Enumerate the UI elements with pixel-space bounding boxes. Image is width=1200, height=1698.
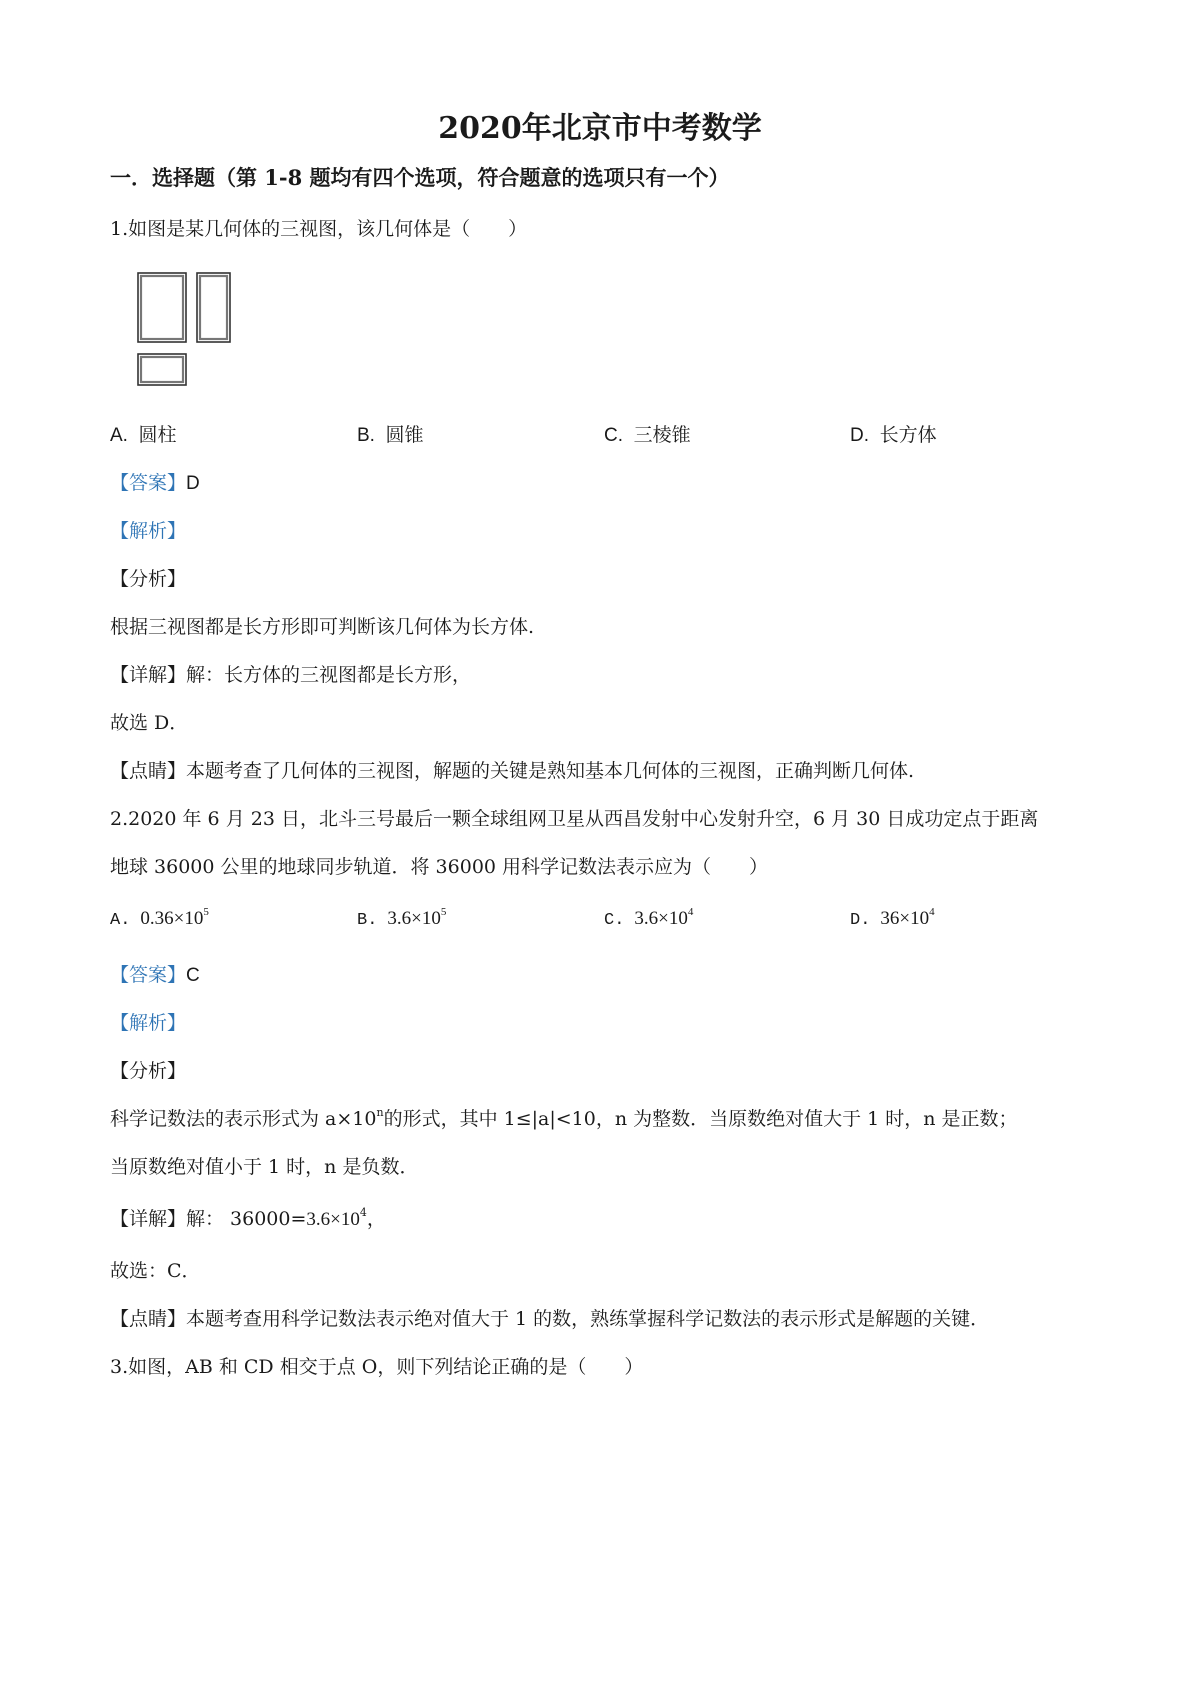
q1-jiexi: 【解析】 [110,520,187,542]
front-view [141,276,183,339]
q1-stem: 1.如图是某几何体的三视图，该几何体是（ ） [110,218,528,240]
q1-option-b: B. 圆锥 [357,425,424,446]
side-view [200,276,227,339]
q2-fenxi: 【分析】 [110,1060,187,1082]
top-view [141,357,183,382]
q2-option-c: C. $3.6\times 10^4$ [604,906,694,930]
q1-detail: 【详解】解：长方体的三视图都是长方形， [110,664,472,686]
q2-analysis-line2: 当原数绝对值小于 1 时，n 是负数． [110,1156,419,1178]
q2-stem-line2: 地球 36000 公里的地球同步轨道．将 36000 用科学记数法表示应为（ ） [110,856,769,878]
q2-jiexi: 【解析】 [110,1012,187,1034]
q1-choose: 故选 D． [110,712,189,734]
q1-comment: 【点睛】本题考查了几何体的三视图，解题的关键是熟知基本几何体的三视图，正确判断几何体. [110,760,915,782]
q2-detail: 【详解】解： $36000=3.6\times 10^4$， [110,1206,386,1230]
q1-option-d: D. 长方体 [850,425,937,446]
q2-option-b: B. $3.6\times 10^5$ [357,906,447,930]
q1-option-c: C. 三棱锥 [604,425,691,446]
q3-stem: 3.如图，AB 和 CD 相交于点 O，则下列结论正确的是（ ） [110,1356,644,1378]
q1-answer: 【答案】D [110,472,200,494]
q2-comment: 【点睛】本题考查用科学记数法表示绝对值大于 1 的数，熟练掌握科学记数法的表示形式是解题的关键． [110,1308,990,1330]
q1-option-a: A. 圆柱 [110,425,177,446]
q2-option-d: D. $36\times 10^4$ [850,906,935,930]
q1-analysis: 根据三视图都是长方形即可判断该几何体为长方体. [110,616,535,638]
q2-answer: 【答案】C [110,964,200,986]
doc-title: 2020年北京市中考数学 [438,111,762,146]
section-heading: 一．选择题（第 1-8 题均有四个选项，符合题意的选项只有一个） [110,165,730,190]
q2-analysis-line1: 科学记数法的表示形式为 $a\times 10^n$的形式，其中 1≤|a|<10，n 为整数．当原数绝对值大于 1 时，n 是正数； [110,1106,1018,1130]
q2-option-a: A. $0.36\times 10^5$ [110,906,209,930]
q2-stem-line1: 2.2020 年 6 月 23 日，北斗三号最后一颗全球组网卫星从西昌发射中心发射升空，6 月 30 日成功定点于距离 [110,808,1039,830]
q2-choose: 故选：C． [110,1260,201,1282]
three-view-figure [135,270,245,386]
q1-fenxi: 【分析】 [110,568,187,590]
